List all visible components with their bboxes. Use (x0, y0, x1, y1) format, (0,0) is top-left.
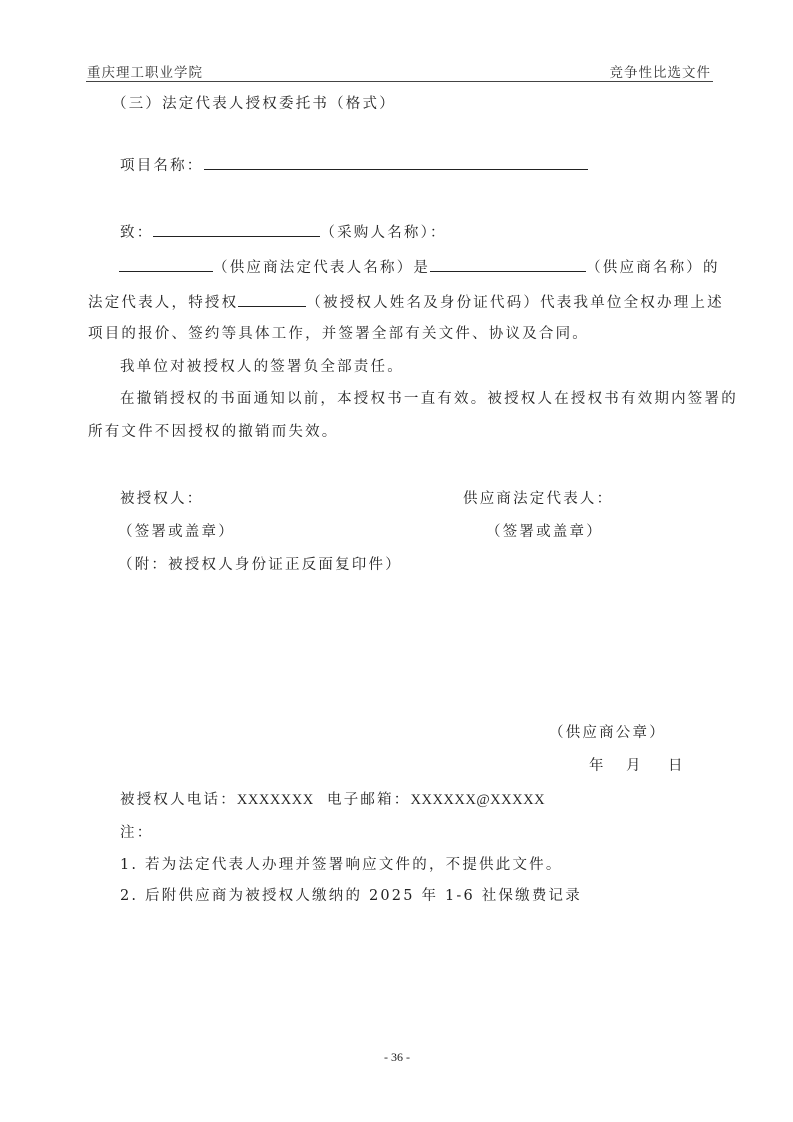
para3-line2: 所有文件不因授权的撤销而失效。 (88, 424, 339, 440)
date-year: 年 (589, 758, 606, 774)
para1-text-3: 法定代表人，特授权 (88, 295, 239, 311)
para1-text-1: （供应商法定代表人名称）是 (213, 260, 431, 276)
phone-label: 被授权人电话： (120, 792, 237, 808)
supplier-seal: （供应商公章） (549, 725, 666, 741)
addressee-row (120, 221, 447, 242)
authorized-sign: （签署或盖章） (118, 524, 235, 540)
project-name-label: 项目名称： (120, 158, 204, 174)
notes-label: 注： (120, 825, 154, 841)
supplier-name-blank[interactable] (430, 257, 586, 272)
legal-rep-sign: （签署或盖章） (486, 524, 603, 540)
contact-row (120, 788, 314, 809)
date-month: 月 (626, 758, 643, 774)
email-row (327, 788, 545, 809)
para1-line3: 项目的报价、签约等具体工作，并签署全部有关文件、协议及合同。 (88, 326, 589, 342)
header-doc-type: 竞争性比选文件 (609, 65, 711, 81)
header-institution: 重庆理工职业学院 (87, 65, 203, 81)
note-item: 2. 后附供应商为被授权人缴纳的 2025 年 1-6 社保缴费记录 (120, 888, 582, 904)
para2: 我单位对被授权人的签署负全部责任。 (120, 359, 404, 375)
para1-line1 (119, 256, 720, 277)
attachment-note: （附：被授权人身份证正反面复印件） (118, 557, 402, 573)
authorized-label: 被授权人： (120, 491, 204, 507)
legal-rep-label: 供应商法定代表人： (463, 491, 614, 507)
email-label: 电子邮箱： (327, 792, 411, 808)
legal-rep-name-blank[interactable] (119, 257, 213, 272)
page-number: - 36 - (384, 1050, 410, 1064)
note-item: 1. 若为法定代表人办理并签署响应文件的，不提供此文件。 (120, 857, 563, 873)
section-title: （三）法定代表人授权委托书（格式） (112, 96, 396, 112)
para3-line1: 在撤销授权的书面通知以前，本授权书一直有效。被授权人在授权书有效期内签署的 (120, 391, 738, 407)
project-name-row (120, 154, 588, 175)
email-value: XXXXXX@XXXXX (410, 792, 546, 808)
authorized-person-blank[interactable] (238, 292, 306, 307)
to-suffix: （采购人名称）： (320, 225, 447, 241)
para1-text-2: （供应商名称）的 (586, 260, 720, 276)
para1-text-4: （被授权人姓名及身份证代码）代表我单位全权办理上述 (306, 295, 724, 311)
para1-line2 (88, 291, 724, 312)
to-label: 致： (120, 225, 154, 241)
header-divider (86, 81, 713, 82)
purchaser-name-blank[interactable] (153, 222, 320, 237)
date-day: 日 (668, 758, 685, 774)
phone-value: XXXXXXX (236, 792, 314, 808)
project-name-blank[interactable] (204, 155, 588, 170)
